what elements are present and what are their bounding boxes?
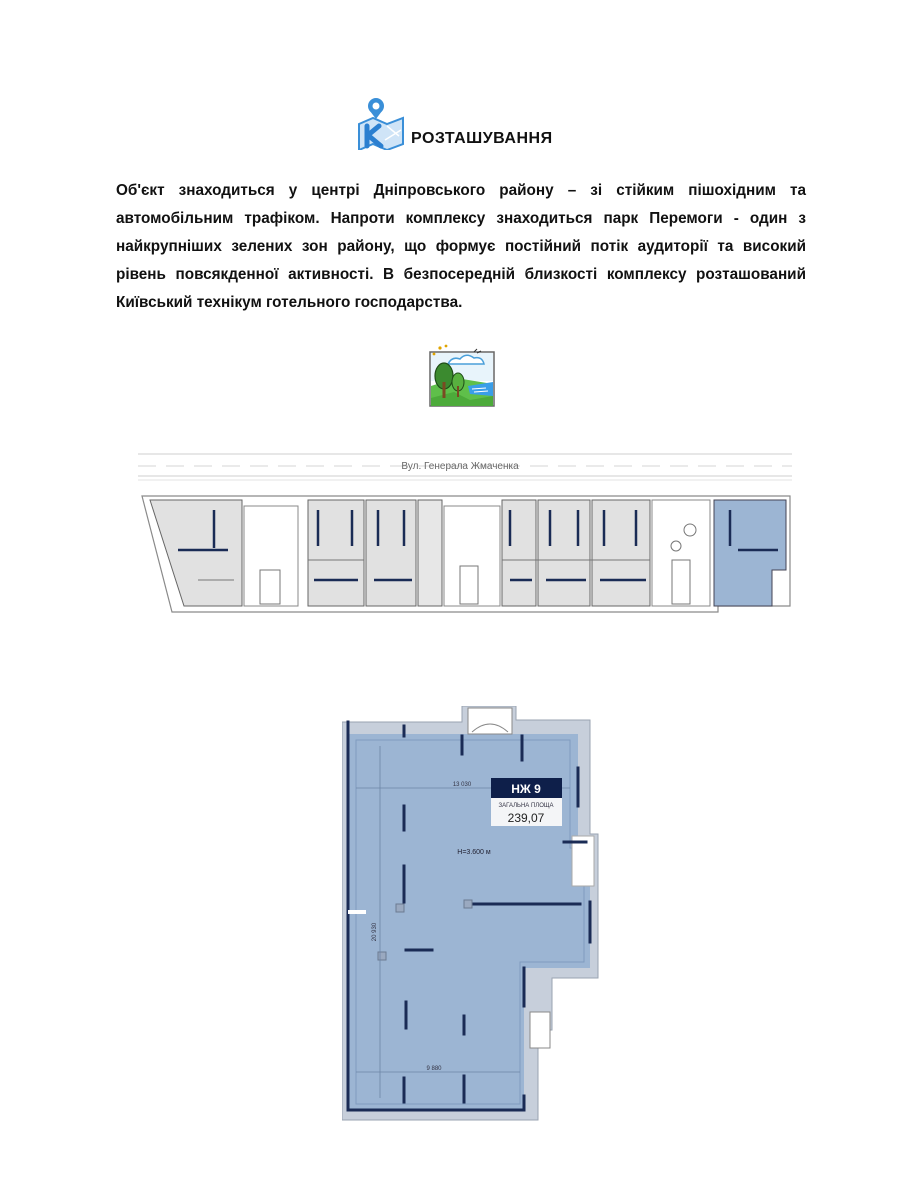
unit-floor-plan: [342, 706, 600, 1122]
park-landscape-icon: [426, 342, 498, 408]
location-description: Об'єкт знаходиться у центрі Дніпровського району – зі стійким пішохідним та автомобільним трафіком. Напроти комплексу знаходиться парк Перемоги - один з найкрупніших зелених зон району, що формує постійний потік аудиторії та високий рівень повсякденної активності. В безпосередній близкості комплексу розташований Київський технікум готельного господарства.: [116, 182, 806, 311]
dimension-top: 13 030: [452, 782, 472, 788]
ceiling-height: Н=3.600 м: [457, 849, 491, 856]
area-value: 239,07: [507, 811, 545, 825]
dimension-bottom: 9 880: [426, 1066, 442, 1072]
street-name: Вул. Генерала Жмаченка: [401, 461, 519, 472]
site-plan: [138, 450, 792, 624]
area-label: ЗАГАЛЬНА ПЛОЩА: [498, 803, 554, 809]
dimension-side: 20 930: [372, 922, 378, 942]
unit-id: НЖ 9: [511, 782, 541, 796]
location-pin-icon: [355, 96, 407, 150]
section-title: РОЗТАШУВАННЯ: [411, 130, 553, 147]
section-heading: [355, 96, 553, 150]
